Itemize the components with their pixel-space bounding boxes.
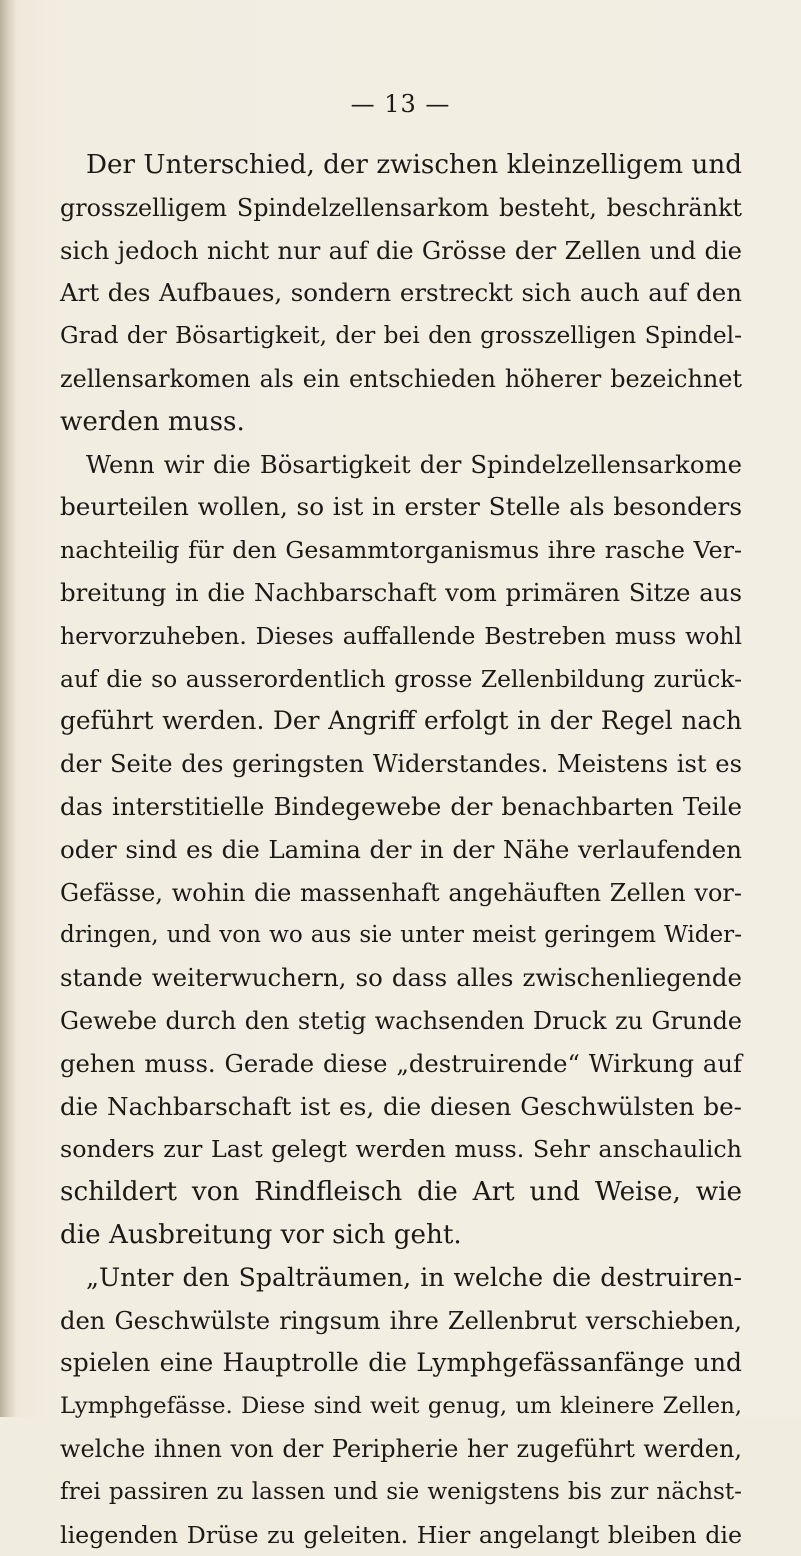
text-line: oder sind es die Lamina der in der Nähe verlaufenden	[60, 829, 742, 872]
text-line: welche ihnen von der Peripherie her zugeführt werden,	[60, 1428, 742, 1471]
text-line: beurteilen wollen, so ist in erster Stelle als besonders	[60, 486, 742, 529]
text-line: Art des Aufbaues, sondern erstreckt sich auch auf den	[60, 272, 742, 315]
text-line: Gefässe, wohin die massenhaft angehäuften Zellen vor-	[60, 872, 742, 915]
text-line: den Geschwülste ringsum ihre Zellenbrut verschieben,	[60, 1300, 742, 1343]
text-line: zellensarkomen als ein entschieden höherer bezeichnet	[60, 358, 742, 401]
text-line: sonders zur Last gelegt werden muss. Sehr anschaulich	[60, 1128, 742, 1171]
text-line: „Unter den Spalträumen, in welche die destruiren-	[60, 1257, 742, 1300]
text-line: geführt werden. Der Angriff erfolgt in der Regel nach	[60, 700, 742, 743]
text-line: Grad der Bösartigkeit, der bei den grosszelligen Spindel-	[60, 315, 742, 358]
text-line: die Ausbreitung vor sich geht.	[60, 1214, 742, 1257]
text-line: der Seite des geringsten Widerstandes. Meistens ist es	[60, 743, 742, 786]
text-line: Gewebe durch den stetig wachsenden Druck zu Grunde	[60, 1000, 742, 1043]
text-line: Wenn wir die Bösartigkeit der Spindelzellensarkome	[60, 444, 742, 487]
text-line: dringen, und von wo aus sie unter meist geringem Wider-	[60, 914, 742, 957]
text-line: Lymphgefässe. Diese sind weit genug, um kleinere Zellen,	[60, 1385, 742, 1428]
text-line: auf die so ausserordentlich grosse Zellenbildung zurück-	[60, 658, 742, 701]
text-line: gehen muss. Gerade diese „destruirende“ Wirkung auf	[60, 1043, 742, 1086]
text-line: schildert von Rindfleisch die Art und Weise, wie	[60, 1171, 742, 1214]
text-line: frei passiren zu lassen und sie wenigstens bis zur nächst-	[60, 1471, 742, 1514]
text-line: Der Unterschied, der zwischen kleinzelligem und	[60, 144, 742, 187]
text-line: sich jedoch nicht nur auf die Grösse der Zellen und die	[60, 230, 742, 273]
page-number: — 13 —	[0, 90, 801, 118]
text-line: stande weiterwuchern, so dass alles zwischenliegende	[60, 957, 742, 1000]
text-line: werden muss.	[60, 401, 742, 444]
text-line: nachteilig für den Gesammtorganismus ihre rasche Ver-	[60, 529, 742, 572]
text-line: das interstitielle Bindegewebe der benachbarten Teile	[60, 786, 742, 829]
body-text	[60, 144, 742, 1556]
text-line: die Nachbarschaft ist es, die diesen Geschwülsten be-	[60, 1086, 742, 1129]
text-line: liegenden Drüse zu geleiten. Hier angelangt bleiben die	[60, 1514, 742, 1556]
text-line: breitung in die Nachbarschaft vom primären Sitze aus	[60, 572, 742, 615]
text-line: spielen eine Hauptrolle die Lymphgefässanfänge und	[60, 1342, 742, 1385]
page-gutter-shadow	[0, 0, 16, 1417]
text-line: hervorzuheben. Dieses auffallende Bestreben muss wohl	[60, 615, 742, 658]
text-line: grosszelligem Spindelzellensarkom besteht, beschränkt	[60, 187, 742, 230]
